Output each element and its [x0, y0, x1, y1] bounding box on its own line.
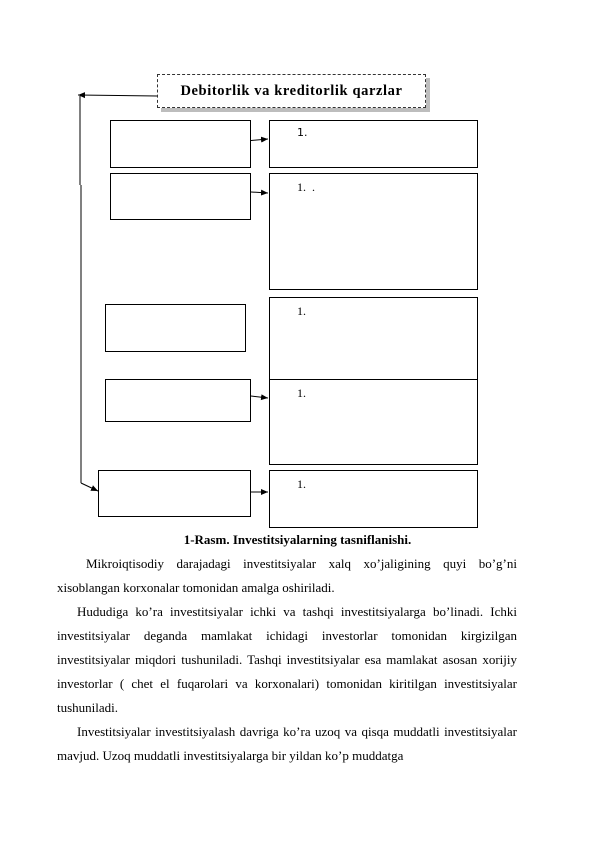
- diagram-title-box: [157, 74, 426, 108]
- row2-arrow: [251, 192, 268, 193]
- paragraph-1: Mikroiqtisodiy darajadagi investitsiyalar xalq xo’jaligining quyi bo’g’ni xisoblangan korxonalar tomonidan amalga oshiriladi.: [57, 556, 517, 595]
- left-box-1: [110, 120, 251, 168]
- right-box-3-number: 1.: [297, 304, 306, 318]
- spine-to-bottom-box-arrow: [81, 483, 98, 491]
- diagram-title: Debitorlik va kreditorlik qarzlar: [180, 82, 403, 99]
- paragraph-3: Investitsiyalar investitsiyalash davriga ko’ra uzoq va qisqa muddatli investitsiyalar mavjud. Uzoq muddatli investitsiyalarga bir yildan ko’p muddatga: [57, 724, 517, 763]
- right-box-5-number: 1.: [297, 477, 306, 491]
- right-box-2: [269, 173, 478, 290]
- right-box-2-number: 1. .: [297, 180, 315, 194]
- left-box-2: [110, 173, 251, 220]
- right-box-4-number: 1.: [297, 386, 306, 400]
- figure-caption: 1-Rasm. Investitsiyalarning tasniflanishi.: [183, 532, 412, 547]
- paragraph-2: Hududiga ko’ra investitsiyalar ichki va tashqi investitsiyalarga bo’linadi. Ichki investitsiyalar deganda mamlakat ichidagi investorlar tomonidan kirgizilgan investitsiyalar miqdori tushuniladi. Tashqi investitsiyalar esa mamlakat asosan xorijiy investorlar ( chet el fuqarolari va korxonalari) tomonidan kiritilgan investitsiyalar tushuniladi.: [57, 604, 517, 715]
- title-to-spine-arrow: [78, 95, 157, 96]
- row4-arrow: [251, 396, 268, 398]
- left-box-3: [105, 304, 246, 352]
- right-box-1: [269, 120, 478, 168]
- left-box-5: [98, 470, 251, 517]
- left-box-4: [105, 379, 251, 422]
- right-box-3: [269, 297, 478, 380]
- right-box-1-number: 1.: [297, 126, 308, 139]
- right-box-5: [269, 470, 478, 528]
- right-box-4: [269, 379, 478, 465]
